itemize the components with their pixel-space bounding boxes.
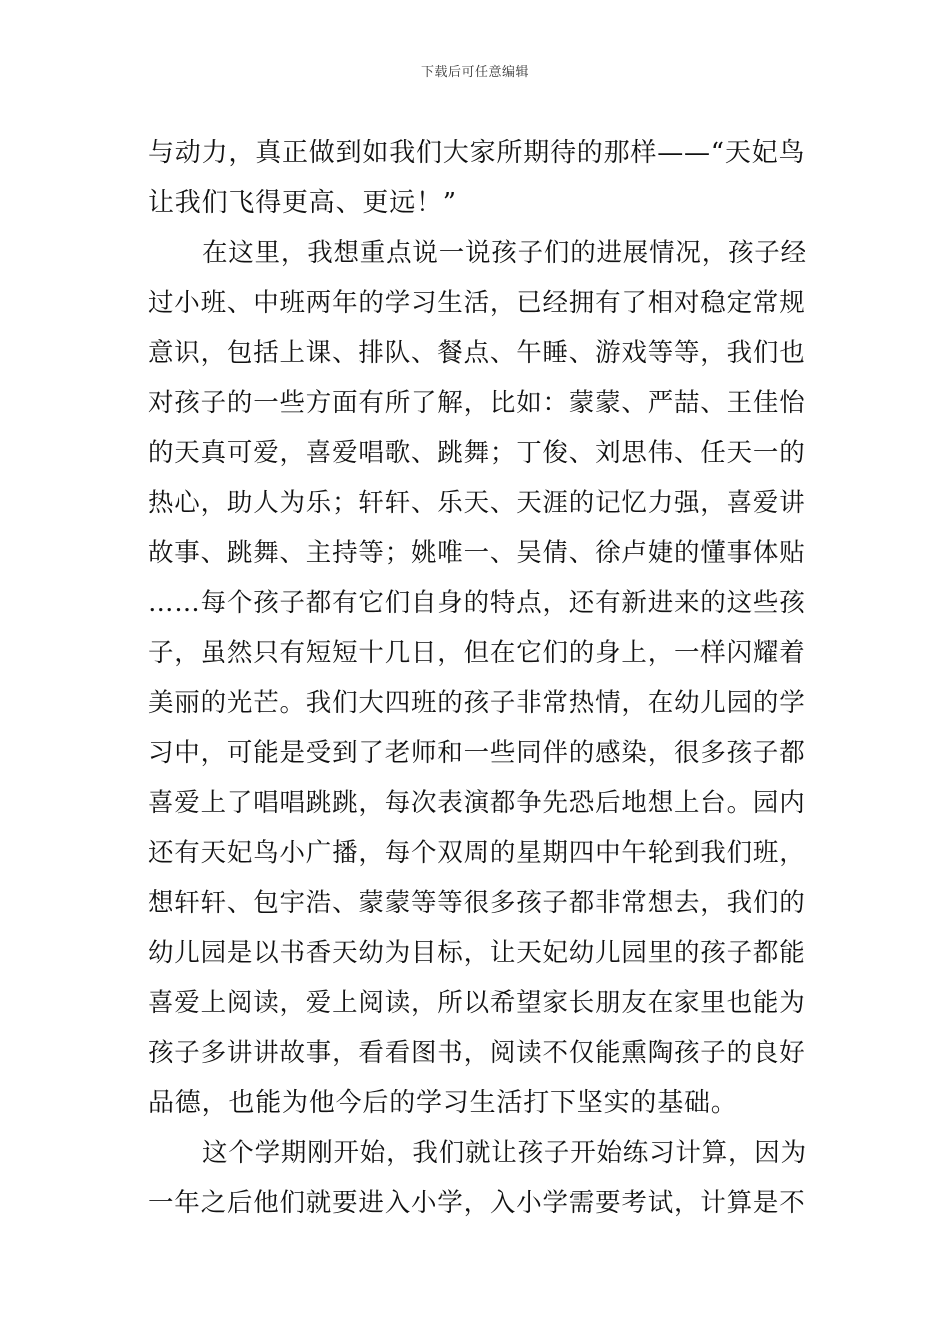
text-line: 美丽的光芒。我们大四班的孩子非常热情，在幼儿园的学 — [148, 688, 806, 718]
paragraph-start-line: 在这里，我想重点说一说孩子们的进展情况，孩子经 — [202, 238, 807, 268]
text-line: 喜爱上了唱唱跳跳，每次表演都争先恐后地想上台。园内 — [148, 788, 806, 818]
text-line: 让我们飞得更高、更远！” — [148, 188, 457, 218]
text-line: 热心，助人为乐；轩轩、乐天、天涯的记忆力强，喜爱讲 — [148, 488, 806, 518]
page-header: 下载后可任意编辑 — [420, 65, 529, 80]
text-line: 对孩子的一些方面有所了解，比如：蒙蒙、严喆、王佳怡 — [148, 388, 806, 418]
document-body — [148, 128, 808, 1228]
paragraph-start-line: 这个学期刚开始，我们就让孩子开始练习计算，因为 — [202, 1138, 807, 1168]
text-line: 品德，也能为他今后的学习生活打下坚实的基础。 — [148, 1088, 738, 1118]
text-line: 与动力，真正做到如我们大家所期待的那样——“天妃鸟 — [148, 138, 806, 168]
text-line: 喜爱上阅读，爱上阅读，所以希望家长朋友在家里也能为 — [148, 988, 806, 1018]
text-line: 故事、跳舞、主持等；姚唯一、吴倩、徐卢婕的懂事体贴 — [148, 538, 806, 568]
text-line: 想轩轩、包宇浩、蒙蒙等等很多孩子都非常想去，我们的 — [148, 888, 806, 918]
text-line: 幼儿园是以书香天幼为目标，让天妃幼儿园里的孩子都能 — [148, 938, 806, 968]
text-line: 过小班、中班两年的学习生活，已经拥有了相对稳定常规 — [148, 288, 806, 318]
text-line: 习中，可能是受到了老师和一些同伴的感染，很多孩子都 — [148, 738, 806, 768]
text-line: 意识，包括上课、排队、餐点、午睡、游戏等等，我们也 — [148, 338, 806, 368]
text-line: 子，虽然只有短短十几日，但在它们的身上，一样闪耀着 — [148, 638, 806, 668]
text-line: 孩子多讲讲故事，看看图书，阅读不仅能熏陶孩子的良好 — [148, 1038, 806, 1068]
text-line: 还有天妃鸟小广播，每个双周的星期四中午轮到我们班， — [148, 838, 806, 868]
text-line: 一年之后他们就要进入小学，入小学需要考试，计算是不 — [148, 1188, 806, 1218]
text-line: ……每个孩子都有它们自身的特点，还有新进来的这些孩 — [148, 588, 806, 618]
text-line: 的天真可爱，喜爱唱歌、跳舞；丁俊、刘思伟、任天一的 — [148, 438, 806, 468]
